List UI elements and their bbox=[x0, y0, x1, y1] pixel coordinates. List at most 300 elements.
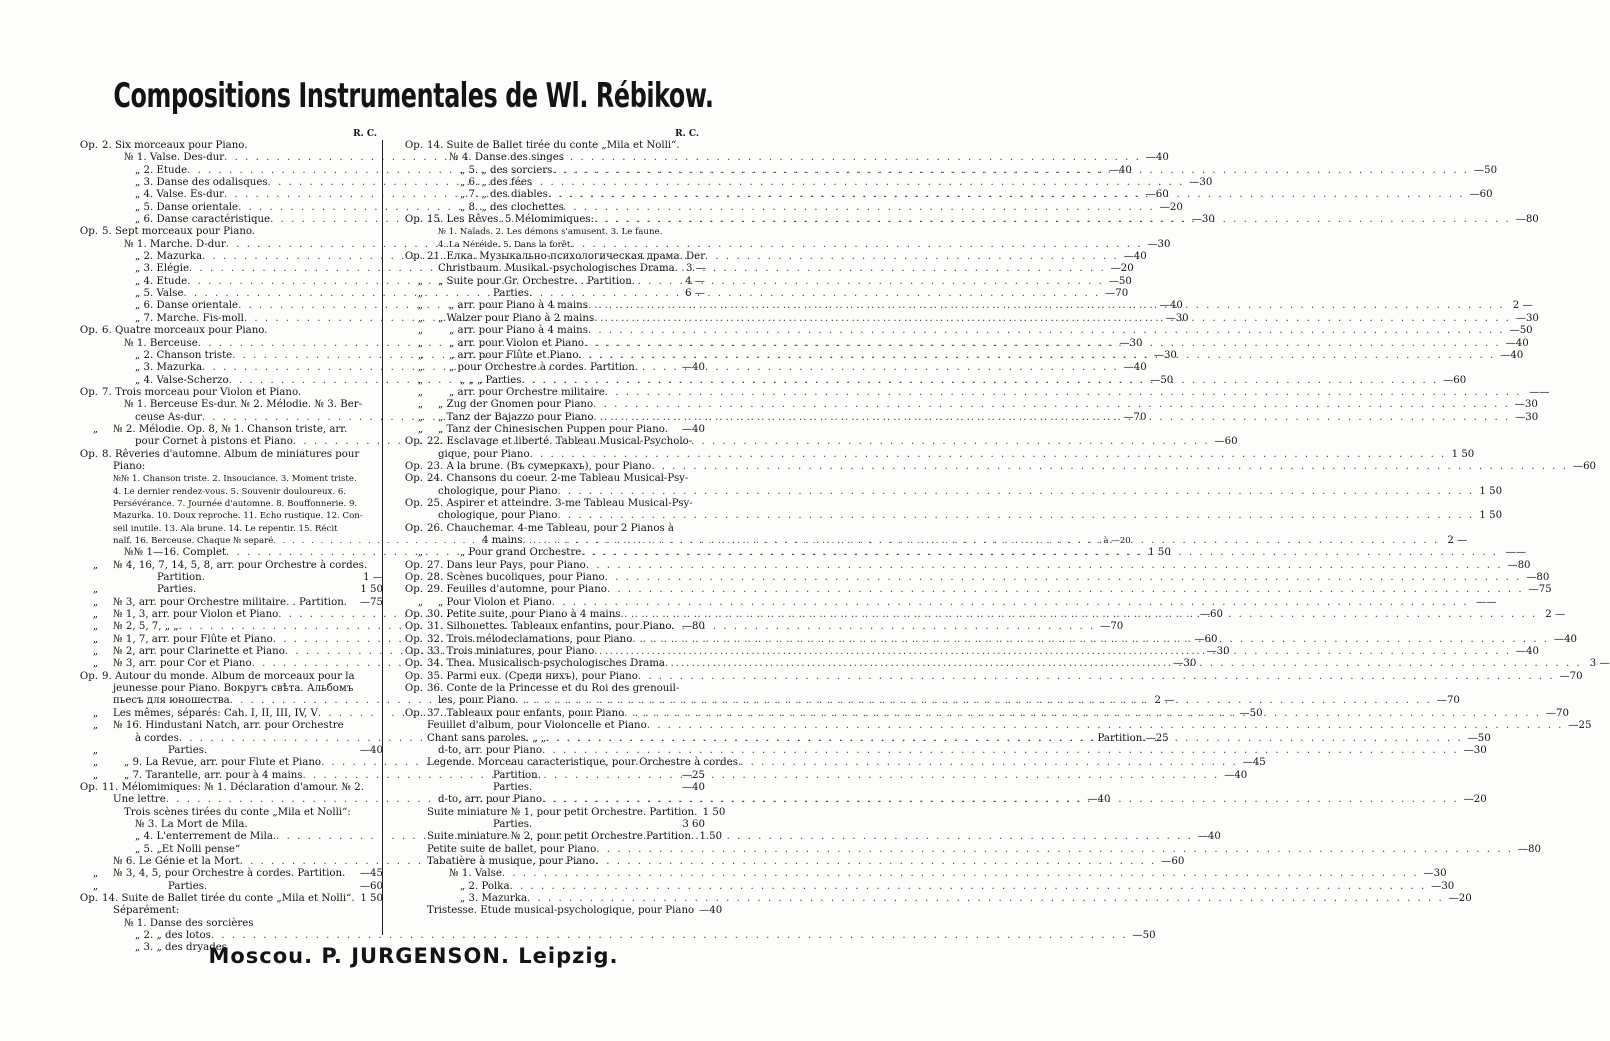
entry-text: „ Walzer pour Piano à 2 mains bbox=[438, 312, 595, 324]
entry-text: Parties. bbox=[493, 818, 533, 830]
catalog-entry bbox=[58, 782, 383, 794]
dot-leader bbox=[651, 461, 1568, 473]
entry-text: 27. Dans leur Pays, pour Piano bbox=[427, 559, 586, 571]
catalog-entry bbox=[383, 572, 1550, 584]
entry-text: „ Pour grand Orchestre bbox=[460, 547, 582, 559]
entry-text: 33. Trois miniatures, pour Piano bbox=[427, 646, 595, 658]
entry-text: Suite miniature № 2, pour petit Orchestre Partition. bbox=[427, 831, 695, 843]
entry-price: —50 bbox=[1467, 732, 1491, 744]
entry-price: —40 bbox=[1108, 164, 1132, 176]
entry-text: пьесъ для юношества bbox=[113, 695, 230, 707]
entry-price: —40 bbox=[1515, 646, 1539, 658]
entry-price: —30 bbox=[1463, 744, 1487, 756]
catalog-entry bbox=[58, 560, 383, 572]
entry-text: Séparément: bbox=[113, 905, 180, 917]
entry-text: Christbaum. Musikal.-psychologisches Drama. bbox=[438, 263, 678, 275]
catalog-entry bbox=[58, 844, 383, 856]
entry-price: —30 bbox=[1189, 177, 1213, 189]
entry-price: —60 bbox=[1199, 609, 1224, 621]
entry-text: „ 7. Tarantelle, arr. pour à 4 mains bbox=[124, 769, 303, 781]
entry-text: „ 5. Valse bbox=[135, 288, 184, 300]
opus-marker: Op. bbox=[404, 633, 423, 645]
opus-marker: „ bbox=[417, 547, 423, 559]
dot-leader bbox=[548, 189, 1465, 201]
opus-marker: „ bbox=[92, 646, 98, 658]
catalog-entry bbox=[383, 276, 705, 288]
opus-marker: „ bbox=[92, 423, 98, 435]
catalog-entry bbox=[383, 782, 705, 794]
catalog-entry bbox=[383, 424, 705, 436]
entry-price: —45 bbox=[1242, 757, 1266, 769]
entry-price: —50 bbox=[1509, 325, 1533, 337]
entry-price: 1 50 bbox=[699, 831, 723, 843]
entry-text: „ 6. Danse orientale bbox=[135, 300, 239, 312]
entry-price: —40 bbox=[1553, 633, 1578, 645]
catalog-entry bbox=[383, 263, 705, 275]
entry-text: „ arr. pour Violon et Piano bbox=[449, 337, 585, 349]
dot-leader bbox=[607, 584, 1524, 596]
entry-price: —30 bbox=[1173, 658, 1197, 670]
entry-text: „ Tanz der Chinesischen Puppen pour Piano. bbox=[438, 423, 668, 435]
entry-price: —30 bbox=[1153, 349, 1177, 361]
opus-marker: Op. bbox=[79, 448, 98, 460]
entry-price: —40 bbox=[681, 362, 705, 374]
dot-leader bbox=[211, 930, 1128, 942]
entry-text: „ 2. Chanson triste bbox=[135, 349, 233, 361]
catalog-entry bbox=[58, 572, 383, 584]
entry-price: —80 bbox=[1507, 559, 1531, 571]
opus-marker: „ bbox=[92, 633, 98, 645]
catalog-entry bbox=[383, 399, 1538, 411]
opus-marker: Op. bbox=[404, 670, 423, 682]
entry-text: 22. Esclavage et liberté. Tableau Musical-Psycholo- bbox=[427, 436, 693, 448]
entry-text: № 1, 3, arr. pour Violon et Piano bbox=[113, 609, 279, 621]
opus-marker: „ bbox=[417, 337, 423, 349]
opus-marker: „ bbox=[92, 658, 98, 670]
catalog-entry bbox=[58, 720, 383, 732]
opus-marker: „ bbox=[92, 559, 98, 571]
entry-text: 23. A la brune. (Въ сумеркахъ), pour Piano bbox=[427, 460, 652, 472]
entry-text: „ 9. La Revue, arr. pour Flute et Piano bbox=[124, 757, 322, 769]
entry-price: —60 bbox=[1469, 189, 1493, 201]
entry-price: —40 bbox=[699, 905, 723, 917]
entry-text: „ „ „ Parties bbox=[460, 374, 522, 386]
entry-text: № 3, arr. pour Cor et Piano bbox=[113, 658, 252, 670]
entry-text: „ 2. „ des lotos bbox=[135, 930, 211, 941]
opus-marker: „ bbox=[417, 423, 423, 435]
catalog-entry bbox=[58, 930, 1156, 942]
dot-leader bbox=[515, 695, 1432, 707]
entry-text: 25. Aspirer et atteindre. 3-me Tableau Musical-Psy- bbox=[427, 497, 693, 509]
entry-text: 34. Thea. Musicalisch-psychologisches Drama bbox=[427, 658, 665, 670]
entry-text: 30. Petite suite, pour Piano à 4 mains bbox=[427, 609, 621, 621]
opus-marker: „ bbox=[417, 312, 423, 324]
opus-marker: „ bbox=[92, 757, 98, 769]
catalog-entry bbox=[58, 905, 383, 917]
opus-marker: „ bbox=[417, 362, 423, 374]
entry-text: chologique, pour Piano bbox=[438, 510, 558, 522]
catalog-entry bbox=[58, 683, 383, 695]
opus-marker: „ bbox=[417, 411, 423, 423]
entry-text: „ 4. Valse-Scherzo bbox=[135, 374, 229, 386]
catalog-entry bbox=[383, 460, 1597, 473]
entry-price: —75 bbox=[359, 596, 383, 608]
catalog-entry bbox=[58, 486, 383, 498]
catalog-entry bbox=[383, 448, 1475, 461]
entry-text: „ Zug der Gnomen pour Piano bbox=[438, 399, 594, 411]
catalog-entry bbox=[58, 745, 383, 757]
catalog-entry bbox=[383, 831, 723, 843]
opus-marker: Op. bbox=[404, 522, 423, 534]
entry-text: 31. Silhouettes. Tableaux enfantins, pour Piano. bbox=[427, 621, 675, 633]
entry-price: 1 50 bbox=[1451, 448, 1475, 460]
entry-text: „ 3. Danse des odalisques bbox=[135, 177, 268, 189]
price-header: R. C. bbox=[353, 129, 377, 139]
opus-marker: „ bbox=[417, 300, 423, 312]
catalog-entry bbox=[383, 251, 705, 263]
opus-marker: Op. bbox=[404, 473, 423, 485]
entry-price: —60 bbox=[359, 880, 383, 892]
entry-text: 9. Autour du monde. Album de morceaux pour la bbox=[102, 670, 355, 682]
dot-leader bbox=[588, 300, 1505, 312]
entry-text: „ 7. Marche. Fis-moll bbox=[135, 312, 244, 324]
entry-price: 1 50 bbox=[360, 892, 383, 904]
entry-price: 1 50 bbox=[360, 584, 383, 596]
entry-text: „ 5. „Et Nolli pense“ bbox=[135, 843, 241, 855]
entry-text: „ 4. Valse. Es-dur bbox=[135, 189, 225, 201]
opus-marker: Op. bbox=[79, 226, 98, 238]
entry-text: Tristesse. Etude musical-psychologique, pour Piano bbox=[427, 905, 695, 917]
entry-text: 4. Le dernier rendez-vous. 5. Souvenir douloureux. 6. bbox=[113, 486, 347, 497]
opus-marker: Op. bbox=[404, 658, 423, 670]
dot-leader bbox=[620, 609, 1537, 621]
entry-text: 35. Parmi eux. (Среди нихъ), pour Piano bbox=[427, 670, 638, 682]
entry-text: Chant sans paroles. „ „ bbox=[427, 732, 547, 744]
entry-price: —70 bbox=[1123, 411, 1147, 423]
entry-text: Petite suite de ballet, pour Piano bbox=[427, 843, 597, 855]
catalog-entry bbox=[383, 905, 723, 917]
entry-text: № 4. Danse des singes bbox=[449, 152, 564, 164]
entry-text: Piano: bbox=[113, 460, 146, 472]
opus-marker: „ bbox=[417, 275, 423, 287]
opus-marker: Op. bbox=[79, 670, 98, 682]
entry-text: „ Suite pour Gr. Orchestre. . Partition. bbox=[438, 275, 636, 287]
entry-text: Partition. bbox=[157, 572, 205, 584]
dot-leader bbox=[523, 535, 1440, 547]
opus-marker: „ bbox=[92, 880, 98, 892]
entry-price: —50 bbox=[1132, 930, 1156, 941]
entry-text: № 1. Marche. D-dur bbox=[124, 238, 226, 250]
entry-price: —40 bbox=[1500, 349, 1524, 361]
catalog-entry bbox=[383, 362, 705, 374]
entry-text: Trois scènes tirées du conte „Mila et Nolli“: bbox=[124, 806, 351, 818]
entry-price: 1 50 bbox=[1479, 510, 1503, 522]
catalog-entry bbox=[58, 584, 383, 596]
catalog-entry bbox=[58, 473, 383, 485]
opus-marker: Op. bbox=[404, 214, 423, 226]
catalog-entry bbox=[383, 312, 1539, 325]
entry-text: №№ 1. Chanson triste. 2. Insouciance. 3. Moment triste. bbox=[113, 474, 357, 485]
catalog-entry bbox=[58, 671, 383, 683]
entry-text: 37. Tableaux pour enfants, pour Piano bbox=[427, 707, 625, 719]
catalog-entry bbox=[383, 226, 705, 238]
catalog-entry bbox=[383, 152, 705, 164]
entry-text: 5. Sept morceaux pour Piano. bbox=[102, 226, 256, 238]
dot-leader bbox=[665, 658, 1582, 670]
entry-text: „ 3. „ des dryades bbox=[135, 942, 228, 954]
opus-marker: „ bbox=[92, 769, 98, 781]
entry-text: Parties. bbox=[168, 744, 208, 756]
entry-text: jeunesse pour Piano. Вокругъ свѣта. Альбомъ bbox=[113, 683, 354, 695]
catalog-entry bbox=[383, 436, 705, 448]
catalog-entry bbox=[383, 621, 705, 633]
dot-leader bbox=[638, 671, 1555, 683]
entry-price: —40 bbox=[1145, 152, 1169, 164]
catalog-entry bbox=[58, 424, 383, 436]
dot-leader bbox=[510, 881, 1427, 893]
opus-marker: Op. bbox=[404, 584, 423, 596]
entry-price: —40 bbox=[1224, 769, 1248, 781]
entry-price: —30 bbox=[1514, 399, 1538, 411]
entry-text: „ 7. „ des diables bbox=[460, 189, 548, 201]
catalog-entry bbox=[383, 670, 1583, 683]
entry-text: 28. Scènes bucoliques, pour Piano bbox=[427, 572, 605, 584]
entry-tail: Partition.—25 bbox=[1097, 732, 1169, 744]
entry-price: —70 bbox=[1436, 695, 1460, 707]
entry-text: 4 mains bbox=[482, 535, 523, 546]
entry-text: chologique, pour Piano bbox=[438, 485, 558, 497]
entry-price: —70 bbox=[1105, 288, 1129, 300]
entry-price: —25 bbox=[681, 769, 705, 781]
catalog-entry bbox=[58, 918, 383, 930]
entry-price: —75 bbox=[1528, 584, 1552, 596]
catalog-entry bbox=[58, 226, 383, 238]
catalog-entry bbox=[383, 485, 1503, 498]
entry-text: 21. Елка. Музыкально-психологическая драма. Der bbox=[427, 251, 706, 263]
catalog-entry bbox=[383, 523, 705, 535]
entry-text: № 1. Berceuse Es-dur. № 2. Mélodie. № 3. Ber- bbox=[124, 399, 363, 411]
entry-price: —30 bbox=[1515, 411, 1539, 423]
entry-price: —— bbox=[1505, 547, 1527, 559]
entry-price: —50 bbox=[1150, 374, 1174, 386]
dot-leader bbox=[624, 708, 1541, 720]
entry-text: № 6. Le Génie et la Mort bbox=[113, 855, 240, 867]
entry-price: 3 60 bbox=[682, 818, 705, 830]
opus-marker: „ bbox=[417, 399, 423, 411]
entry-price: —40 bbox=[1197, 831, 1221, 843]
entry-price: —50 bbox=[1108, 275, 1132, 287]
opus-marker: Op. bbox=[79, 325, 98, 337]
catalog-entry bbox=[58, 399, 383, 411]
dot-leader bbox=[552, 597, 1469, 609]
entry-text: ceuse As-dur bbox=[135, 411, 202, 423]
dot-leader bbox=[605, 387, 1522, 399]
catalog-entry bbox=[58, 510, 383, 522]
entry-text: № 3, 4, 5, pour Orchestre à cordes. Partition. bbox=[113, 868, 346, 880]
catalog-entry bbox=[383, 856, 705, 868]
entry-text: naïf. 16. Berceuse. Chaque № separé bbox=[113, 536, 274, 546]
opus-marker: „ bbox=[92, 609, 98, 621]
entry-price: —20 bbox=[1159, 201, 1183, 213]
entry-text: „ arr. pour Piano à 4 mains bbox=[449, 300, 588, 312]
entry-price: —60 bbox=[1145, 189, 1169, 201]
entry-text: 32. Trois mélodeclamations, pour Piano bbox=[427, 633, 633, 645]
entry-price: —25 bbox=[1568, 720, 1592, 732]
publisher-footer: Moscou. P. JURGENSON. Leipzig. bbox=[208, 944, 619, 968]
entry-text: № 2. Mélodie. Op. 8, № 1. Chanson triste, arr. bbox=[113, 423, 348, 435]
entry-text: № 1. Danse des sorcières bbox=[124, 917, 254, 929]
entry-text: Parties. bbox=[493, 288, 533, 300]
opus-marker: Op. bbox=[79, 386, 98, 398]
dot-leader bbox=[527, 893, 1444, 905]
entry-price: 1 — bbox=[363, 572, 383, 584]
dot-leader bbox=[579, 350, 1496, 362]
dot-leader bbox=[584, 338, 1501, 350]
entry-price: —80 bbox=[1526, 572, 1550, 584]
catalog-entry bbox=[383, 288, 705, 300]
entry-price: —80 bbox=[1515, 214, 1539, 226]
entry-text: „ 5. „ des sorciers bbox=[460, 164, 553, 176]
entry-text: „ 2. Polka bbox=[460, 880, 510, 892]
entry-text: Parties. bbox=[157, 584, 197, 596]
entry-price: 2 — bbox=[1447, 535, 1468, 546]
entry-price: —30 bbox=[1431, 880, 1455, 892]
catalog-entry bbox=[383, 325, 1533, 337]
dot-leader bbox=[586, 560, 1503, 572]
entry-price: 6 — bbox=[685, 288, 705, 300]
entry-text: № 16. Hindustani Natch, arr. pour Orchestre bbox=[113, 720, 344, 732]
entry-price: —20 bbox=[1448, 892, 1472, 904]
opus-marker: „ bbox=[417, 596, 423, 608]
entry-price: —80 bbox=[681, 621, 705, 633]
entry-price: —30 bbox=[1119, 337, 1143, 349]
opus-marker: Op. bbox=[404, 140, 423, 151]
entry-text: 36. Conte de la Princesse et du Roi des grenouil- bbox=[427, 683, 680, 695]
catalog-entry bbox=[383, 473, 705, 485]
entry-price: —70 bbox=[1559, 670, 1583, 682]
entry-text: № 1. Valse bbox=[449, 868, 502, 880]
entry-price: à —20 bbox=[1103, 536, 1131, 546]
entry-text: № 1. Naïads. 2. Les démons s'amusent. 3. Le faune. bbox=[438, 227, 663, 238]
catalog-entry bbox=[383, 596, 1497, 609]
entry-text: № 4, 16, 7, 14, 5, 8, arr. pour Orchestre à cordes. bbox=[113, 559, 368, 571]
opus-marker: Op. bbox=[404, 436, 423, 448]
opus-marker: „ bbox=[417, 325, 423, 337]
entry-price: —70 bbox=[1100, 621, 1124, 633]
entry-text: „ arr. pour Piano à 4 mains bbox=[449, 325, 588, 337]
dot-leader bbox=[647, 720, 1564, 732]
opus-marker: Op. bbox=[404, 497, 423, 509]
entry-text: gique, pour Piano bbox=[438, 448, 530, 460]
catalog-entry bbox=[383, 584, 1552, 596]
entry-text: Les mêmes, séparés: Cah. I, II, III, IV, V bbox=[113, 707, 318, 719]
entry-price: —— bbox=[1476, 596, 1497, 608]
opus-marker: Op. bbox=[404, 646, 423, 658]
entry-text: Partition. bbox=[493, 769, 541, 781]
entry-text: Une lettre bbox=[113, 794, 166, 806]
entry-text: Mazurka. 10. Doux reproche. 11. Echo rustique. 12. Con- bbox=[113, 511, 363, 522]
entry-price: —40 bbox=[1123, 251, 1147, 263]
opus-marker: Op. bbox=[404, 683, 423, 695]
opus-marker: Op. bbox=[79, 781, 98, 793]
catalog-entry bbox=[383, 498, 705, 510]
dot-leader bbox=[594, 412, 1511, 424]
entry-text: 24. Chansons du coeur. 2-me Tableau Musical-Psy- bbox=[427, 473, 689, 485]
catalog-entry bbox=[58, 893, 383, 905]
entry-price: —30 bbox=[1191, 214, 1215, 226]
dot-leader bbox=[546, 733, 1463, 745]
dot-leader bbox=[594, 214, 1511, 226]
catalog-entry bbox=[58, 461, 383, 473]
entry-text: „ pour Orchestre à cordes. Partition. bbox=[449, 362, 639, 374]
entry-text: 26. Chauchemar. 4-me Tableau, pour 2 Pianos à bbox=[427, 522, 674, 534]
entry-text: № 3, arr. pour Orchestre militaire. . Partition. bbox=[113, 596, 347, 608]
opus-marker: Op. bbox=[404, 621, 423, 633]
opus-marker: „ bbox=[417, 386, 423, 398]
entry-price: —50 bbox=[1239, 707, 1263, 719]
entry-text: 15. Les Rêves. 5 Mélomimiques: bbox=[427, 214, 595, 226]
catalog-entry bbox=[383, 757, 742, 769]
catalog-entry bbox=[383, 843, 1541, 856]
entry-text: „ 6. „ des fées bbox=[460, 177, 533, 189]
dot-leader bbox=[502, 868, 1419, 880]
entry-price: 4 — bbox=[685, 275, 705, 287]
catalog-entry bbox=[383, 892, 1472, 905]
catalog-entry bbox=[383, 386, 1550, 399]
opus-marker: „ bbox=[92, 744, 98, 756]
catalog-entry bbox=[58, 387, 383, 399]
entry-text: d-to, arr. pour Piano bbox=[438, 744, 543, 756]
catalog-entry bbox=[383, 744, 1487, 757]
entry-text: Suite miniature № 1, pour petit Orchestre. Partition. bbox=[427, 806, 698, 818]
dot-leader bbox=[552, 165, 1469, 177]
entry-text: seil inutile. 13. Ala brune. 14. Le repentir. 15. Récit bbox=[113, 523, 338, 534]
catalog-entry bbox=[383, 695, 1460, 707]
dot-leader bbox=[593, 399, 1510, 411]
entry-text: 29. Feuilles d'automne, pour Piano bbox=[427, 584, 607, 596]
catalog-entry bbox=[383, 819, 705, 831]
entry-text: „ 4. Etude bbox=[135, 275, 188, 287]
opus-marker: „ bbox=[417, 374, 423, 386]
catalog-entry bbox=[383, 806, 726, 819]
entry-text: pour Cornet à pistons et Piano bbox=[135, 436, 293, 448]
entry-price: 1 50 bbox=[1479, 485, 1503, 497]
entry-text: „ 3. Mazurka bbox=[135, 362, 203, 374]
entry-price: —30 bbox=[1147, 238, 1171, 250]
dot-leader bbox=[594, 313, 1511, 325]
catalog-entry bbox=[383, 868, 1447, 880]
dot-leader bbox=[596, 844, 1513, 856]
opus-marker: „ bbox=[92, 596, 98, 608]
entry-text: Persévérance. 7. Journée d'automne. 8. Bouffonnerie. 9. bbox=[113, 498, 358, 509]
opus-marker: Op. bbox=[404, 609, 423, 621]
page-title: Compositions Instrumentales de Wl. Rébikow. bbox=[113, 76, 714, 116]
catalog-entry bbox=[58, 140, 383, 152]
entry-price: —80 bbox=[1517, 843, 1541, 855]
entry-text: №№ 1—16. Complet bbox=[124, 547, 227, 559]
catalog-entry bbox=[383, 510, 1503, 522]
entry-text: „ 3. Elégie bbox=[135, 263, 190, 275]
entry-text: № 2, arr. pour Clarinette et Piano bbox=[113, 646, 285, 658]
catalog-entry bbox=[58, 449, 383, 461]
catalog-entry bbox=[383, 189, 1493, 201]
entry-price: —30 bbox=[1165, 312, 1189, 324]
entry-price: 3 — bbox=[686, 263, 706, 275]
entry-text: d-to, arr. pour Piano bbox=[438, 794, 543, 806]
entry-text: 6. Quatre morceaux pour Piano. bbox=[102, 325, 268, 337]
opus-marker: Op. bbox=[404, 460, 423, 472]
entry-price: —60 bbox=[1161, 855, 1185, 867]
